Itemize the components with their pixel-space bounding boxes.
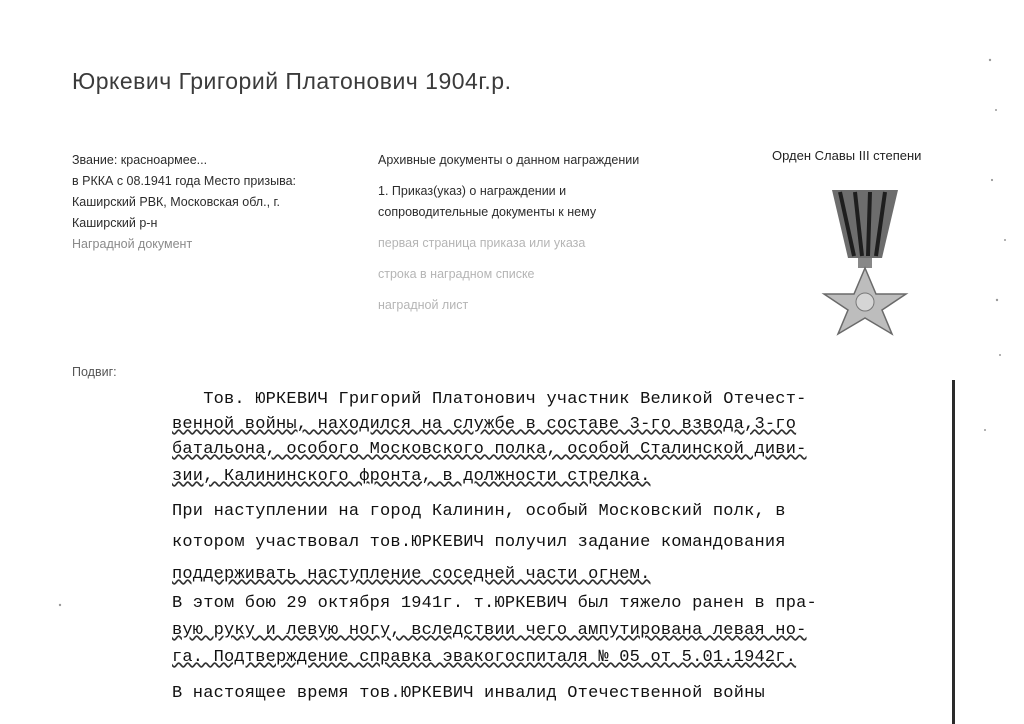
order-of-glory-icon bbox=[810, 186, 920, 336]
archive-order-link[interactable] bbox=[378, 181, 718, 223]
district-text: Каширский р-н bbox=[72, 216, 158, 230]
archive-order-line2: сопроводительные документы к нему bbox=[378, 205, 597, 219]
feat-line: га. Подтверждение справка эвакогоспиталя № 05 от 5.01.1942г. bbox=[172, 648, 797, 667]
service-info bbox=[72, 150, 352, 255]
award-doc-link[interactable]: Наградной документ bbox=[72, 237, 193, 251]
feat-line: венной войны, находился на службе в составе 3-го взвода,3-го bbox=[172, 415, 797, 434]
award-name: Орден Славы III степени bbox=[772, 148, 922, 163]
feat-line: вую руку и левую ногу, вследствии чего ампутирована левая но- bbox=[172, 621, 807, 640]
feat-typed-text bbox=[172, 378, 942, 703]
rank-text: Звание: красноармее... bbox=[72, 153, 208, 167]
archive-award-sheet-link[interactable]: наградной лист bbox=[378, 298, 469, 312]
feat-line: В настоящее время тов.ЮРКЕВИЧ инвалид Отечественной войны bbox=[172, 684, 765, 703]
archive-award-list-link[interactable]: строка в наградном списке bbox=[378, 267, 535, 281]
feat-line: поддерживать наступление соседней части огнем. bbox=[172, 565, 651, 584]
enlistment-text: в РККА с 08.1941 года Место призыва: bbox=[72, 174, 296, 188]
feat-line: зии, Калининского фронта, в должности стрелка. bbox=[172, 467, 651, 486]
feat-label: Подвиг: bbox=[72, 365, 117, 379]
feat-line: В этом бою 29 октября 1941г. т.ЮРКЕВИЧ был тяжело ранен в пра- bbox=[172, 594, 817, 613]
feat-line: При наступлении на город Калинин, особый Московский полк, в bbox=[172, 502, 786, 521]
archive-heading: Архивные документы о данном награждении bbox=[378, 153, 640, 167]
draft-office-text: Каширский РВК, Московская обл., г. bbox=[72, 195, 281, 209]
page-title: Юркевич Григорий Платонович 1904г.р. bbox=[72, 68, 512, 94]
feat-line: Тов. ЮРКЕВИЧ Григорий Платонович участник Великой Отечест- bbox=[172, 390, 807, 409]
feat-scan bbox=[158, 378, 956, 724]
archive-first-page-link[interactable]: первая страница приказа или указа bbox=[378, 236, 586, 250]
feat-line: котором участвовал тов.ЮРКЕВИЧ получил задание командования bbox=[172, 533, 786, 552]
archive-documents bbox=[378, 150, 718, 326]
scan-edge bbox=[952, 380, 955, 724]
feat-line: батальона, особого Московского полка, особой Сталинской диви- bbox=[172, 440, 807, 459]
archive-order-line1: 1. Приказ(указ) о награждении и bbox=[378, 184, 567, 198]
